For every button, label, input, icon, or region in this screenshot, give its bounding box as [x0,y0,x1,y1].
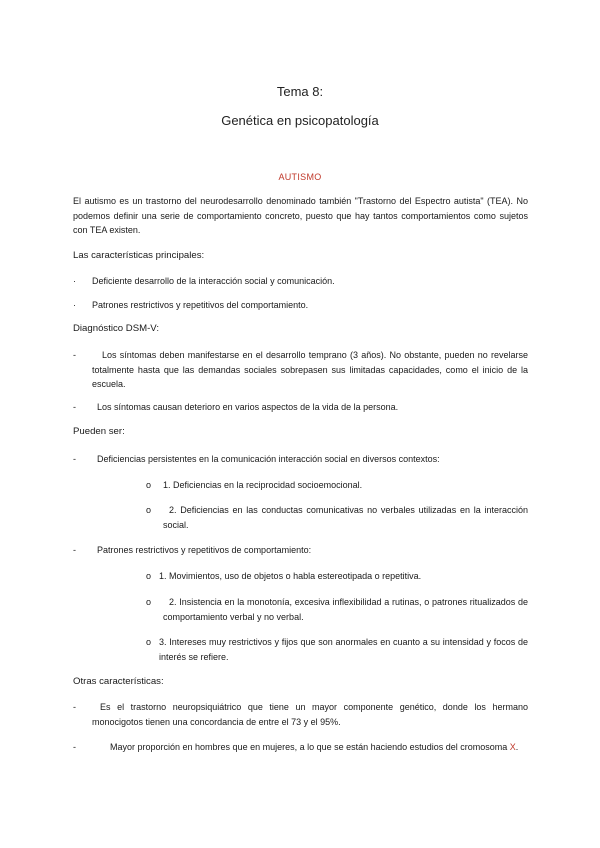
list-bullet: - [73,350,76,360]
list-bullet: o [146,637,152,647]
highlight-x: X [509,742,516,752]
list-bullet: - [73,742,76,752]
list-bullet: · [73,300,76,310]
otras-heading: Otras características: [73,676,164,687]
list-bullet: o [146,480,152,490]
list-bullet: - [73,702,76,712]
list-bullet: o [146,571,152,581]
list-item: Patrones restrictivos y repetitivos del comportamiento. [92,300,309,310]
list-item: 2. Deficiencias en las conductas comunicativas no verbales utilizadas en la interacción social. [163,505,528,530]
list-item: 3. Intereses muy restrictivos y fijos que son anormales en cuanto a su intensidad y focos de interés se refiere. [159,637,528,662]
caracteristicas-heading: Las características principales: [73,250,205,261]
list-bullet: · [73,276,76,286]
document-title: Tema 8: [276,84,324,99]
list-bullet: o [146,505,152,515]
list-item: Los síntomas causan deterioro en varios aspectos de la vida de la persona. [97,402,399,412]
list-item: Deficiencias persistentes en la comunicación interacción social en diversos contextos: [97,454,440,464]
document-subtitle: Genética en psicopatología [221,113,379,128]
list-item: Los síntomas deben manifestarse en el desarrollo temprano (3 años). No obstante, pueden no revelarse totalmente hasta que las demandas sociales sobrepasen sus limitadas capacidades, como el inicio de la escuela. [92,350,528,389]
intro-paragraph: El autismo es un trastorno del neurodesarrollo denominado también "Trastorno del Espectro autista" (TEA). No podemos definir una serie de comportamiento concreto, puesto que hay tantos comportamientos como sujetos con TEA existen. [73,196,528,235]
pueden-heading: Pueden ser: [73,426,125,437]
list-item: 1. Movimientos, uso de objetos o habla estereotipada o repetitiva. [159,571,422,581]
list-bullet: - [73,402,76,412]
list-item [92,740,528,755]
list-item: 1. Deficiencias en la reciprocidad socioemocional. [163,480,363,490]
list-item: Es el trastorno neuropsiquiátrico que tiene un mayor componente genético, donde los hermano monocigotos tienen una concordancia de entre el 73 y el 95%. [92,702,528,727]
list-item: 2. Insistencia en la monotonía, excesiva inflexibilidad a rutinas, o patrones ritualizados de comportamiento verbal y no verbal. [163,597,528,622]
list-bullet: - [73,454,76,464]
list-item-text-end: . [515,742,519,752]
list-bullet: - [73,545,76,555]
dsm-heading: Diagnóstico DSM-V: [73,323,160,334]
list-item: Deficiente desarrollo de la interacción social y comunicación. [92,276,335,286]
list-bullet: o [146,597,152,607]
list-item-text: Mayor proporción en hombres que en mujeres, a lo que se están haciendo estudios del cromosoma [110,742,510,752]
list-item: Patrones restrictivos y repetitivos de comportamiento: [97,545,312,555]
section-heading-autismo: AUTISMO [278,172,322,182]
